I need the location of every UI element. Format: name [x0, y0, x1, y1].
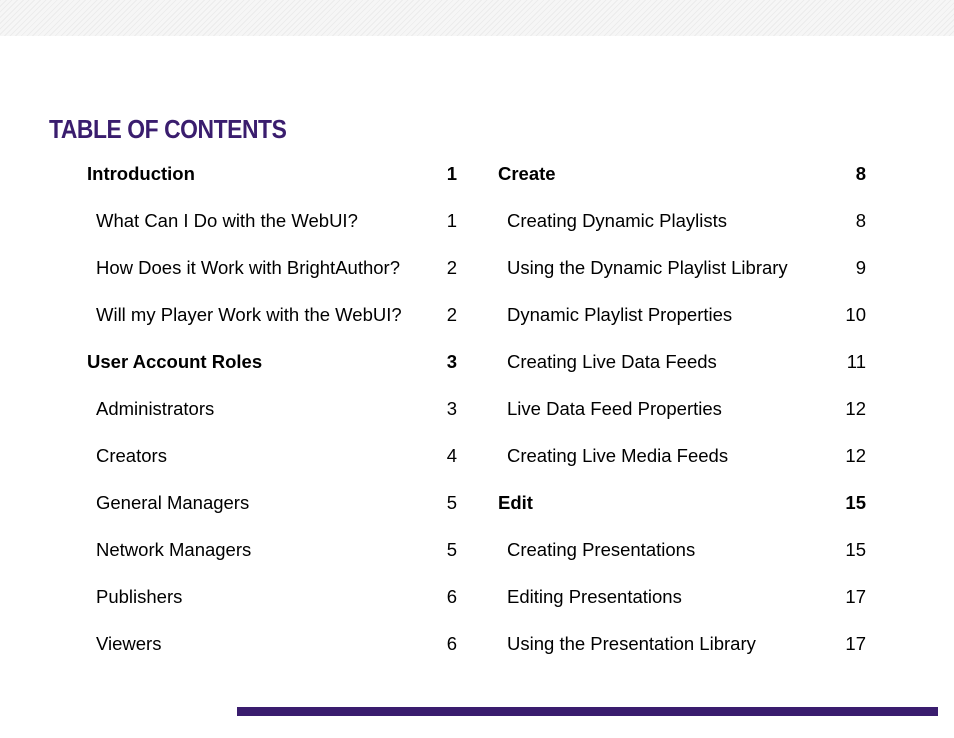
toc-left-column: [87, 150, 457, 667]
toc-entry[interactable]: [498, 291, 866, 338]
toc-entry-page: 9: [855, 257, 866, 278]
toc-entry-page: 2: [446, 257, 457, 278]
toc-entry-page: 17: [845, 586, 866, 607]
toc-entry[interactable]: [87, 338, 457, 385]
toc-entry[interactable]: [87, 479, 457, 526]
toc-entry-page: 10: [845, 304, 866, 325]
toc-entry-page: 11: [846, 351, 866, 372]
toc-entry-page: 15: [845, 492, 866, 513]
toc-entry-label: Creators: [96, 445, 167, 466]
toc-entry[interactable]: [87, 244, 457, 291]
toc-right-column: [498, 150, 866, 667]
toc-entry-page: 3: [446, 351, 457, 372]
toc-entry[interactable]: [498, 573, 866, 620]
toc-entry[interactable]: [87, 526, 457, 573]
footer-accent-bar: [237, 707, 938, 716]
toc-entry[interactable]: [498, 244, 866, 291]
toc-entry[interactable]: [498, 526, 866, 573]
toc-entry-page: 17: [845, 633, 866, 654]
toc-entry[interactable]: [87, 385, 457, 432]
toc-entry-page: 8: [855, 163, 866, 184]
toc-entry-label: How Does it Work with BrightAuthor?: [96, 257, 400, 278]
toc-entry[interactable]: [498, 620, 866, 667]
toc-entry[interactable]: [87, 432, 457, 479]
toc-entry-label: Administrators: [96, 398, 215, 419]
toc-entry[interactable]: [498, 338, 866, 385]
toc-entry-label: Dynamic Playlist Properties: [507, 304, 733, 325]
toc-entry-page: 8: [855, 210, 866, 231]
toc-entry[interactable]: [498, 385, 866, 432]
toc-entry-page: 2: [446, 304, 457, 325]
header-band: [0, 0, 954, 36]
toc-entry-page: 4: [446, 445, 457, 466]
toc-entry[interactable]: [87, 150, 457, 197]
toc-entry-page: 12: [845, 398, 866, 419]
toc-entry-label: Edit: [498, 492, 533, 513]
toc-entry-page: 5: [446, 492, 457, 513]
toc-entry-label: Editing Presentations: [507, 586, 682, 607]
toc-entry-label: Creating Presentations: [507, 539, 696, 560]
toc-entry[interactable]: [87, 620, 457, 667]
toc-entry-label: User Account Roles: [87, 351, 263, 372]
toc-entry[interactable]: [498, 432, 866, 479]
toc-entry[interactable]: [87, 573, 457, 620]
toc-entry-page: 15: [845, 539, 866, 560]
toc-entry-label: Publishers: [96, 586, 183, 607]
toc-entry-label: Creating Live Media Feeds: [507, 445, 729, 466]
toc-entry-page: 5: [446, 539, 457, 560]
toc-entry-label: General Managers: [96, 492, 250, 513]
toc-entry-page: 6: [446, 586, 457, 607]
toc-entry-page: 12: [845, 445, 866, 466]
toc-entry[interactable]: [498, 479, 866, 526]
toc-entry[interactable]: [498, 150, 866, 197]
toc-entry-label: Live Data Feed Properties: [507, 398, 722, 419]
toc-entry-label: Creating Live Data Feeds: [507, 351, 717, 372]
toc-entry[interactable]: [87, 291, 457, 338]
toc-entry-page: 3: [446, 398, 457, 419]
toc-entry[interactable]: [498, 197, 866, 244]
toc-entry[interactable]: [87, 197, 457, 244]
toc-entry-page: 1: [446, 210, 457, 231]
toc-entry-label: Will my Player Work with the WebUI?: [96, 304, 402, 325]
toc-entry-label: What Can I Do with the WebUI?: [96, 210, 358, 231]
toc-entry-label: Network Managers: [96, 539, 252, 560]
toc-entry-label: Using the Dynamic Playlist Library: [507, 257, 788, 278]
toc-entry-label: Creating Dynamic Playlists: [507, 210, 728, 231]
toc-entry-label: Create: [498, 163, 556, 184]
toc-title: TABLE OF CONTENTS: [49, 114, 287, 144]
toc-entry-page: 6: [446, 633, 457, 654]
toc-entry-label: Using the Presentation Library: [507, 633, 756, 654]
toc-entry-page: 1: [446, 163, 457, 184]
toc-entry-label: Viewers: [96, 633, 162, 654]
toc-entry-label: Introduction: [87, 163, 195, 184]
